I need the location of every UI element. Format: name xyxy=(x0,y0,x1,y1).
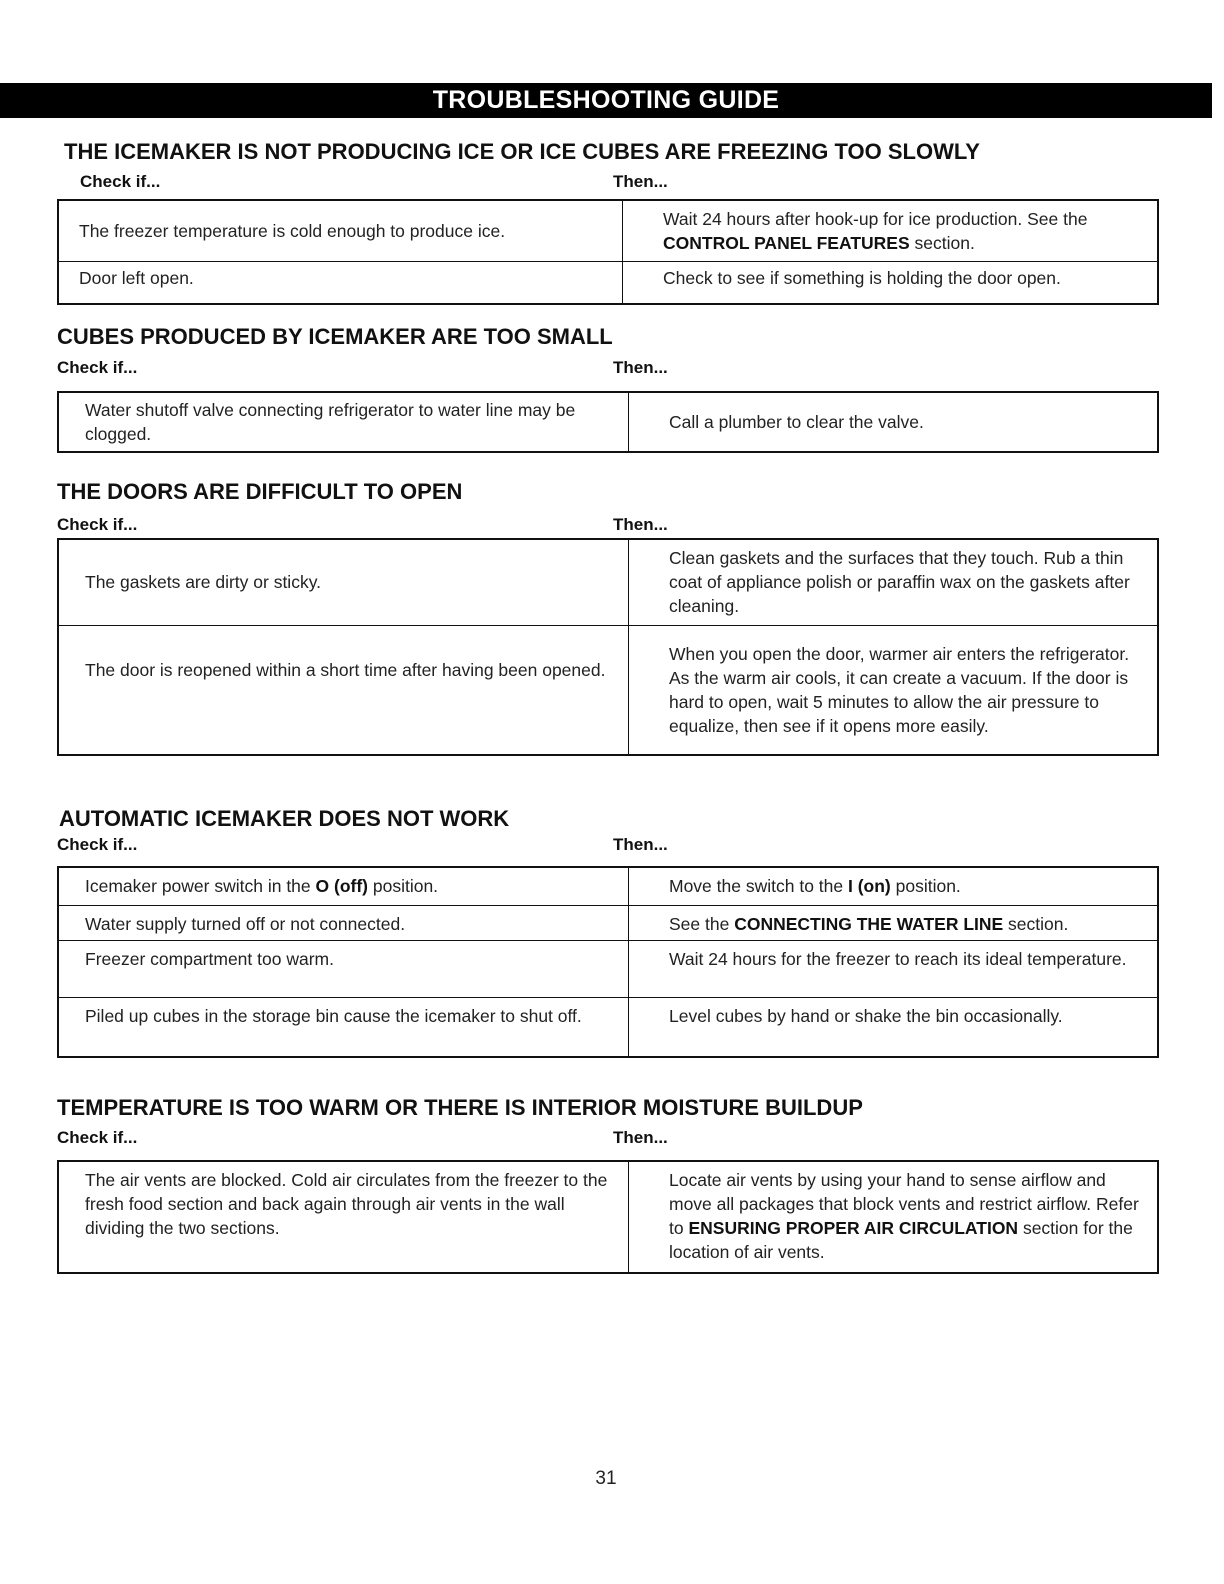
check-cell: Water shutoff valve connecting refrigerator to water line may be clogged. xyxy=(58,392,629,452)
section-5-table xyxy=(57,1160,1159,1274)
table-row xyxy=(58,940,1158,997)
then-cell: See the CONNECTING THE WATER LINE section. xyxy=(629,905,1159,940)
section-3-check-header: Check if... xyxy=(57,515,138,534)
section-2-check-header: Check if... xyxy=(57,358,138,377)
page-number: 31 xyxy=(595,1468,617,1489)
table-row xyxy=(58,905,1158,940)
section-3-then-header: Then... xyxy=(613,515,668,534)
then-cell: Check to see if something is holding the door open. xyxy=(623,261,1159,304)
check-cell: The freezer temperature is cold enough to produce ice. xyxy=(58,200,623,261)
check-cell: Water supply turned off or not connected. xyxy=(58,905,629,940)
section-4-check-header: Check if... xyxy=(57,835,138,854)
then-cell: Level cubes by hand or shake the bin occasionally. xyxy=(629,997,1159,1057)
section-4-then-header: Then... xyxy=(613,835,668,854)
table-row xyxy=(58,997,1158,1057)
table-row xyxy=(58,867,1158,905)
section-5-heading: TEMPERATURE IS TOO WARM OR THERE IS INTERIOR MOISTURE BUILDUP xyxy=(57,1095,863,1120)
table-row xyxy=(58,1161,1158,1273)
section-1-table xyxy=(57,199,1159,305)
section-4-table xyxy=(57,866,1159,1058)
table-row xyxy=(58,261,1158,304)
check-cell: The door is reopened within a short time after having been opened. xyxy=(58,625,629,755)
section-3-heading: THE DOORS ARE DIFFICULT TO OPEN xyxy=(57,479,463,504)
table-row xyxy=(58,200,1158,261)
section-2-then-header: Then... xyxy=(613,358,668,377)
check-cell: Door left open. xyxy=(58,261,623,304)
then-cell: Move the switch to the I (on) position. xyxy=(629,867,1159,905)
then-cell: Call a plumber to clear the valve. xyxy=(629,392,1159,452)
section-2-table xyxy=(57,391,1159,453)
check-cell: The gaskets are dirty or sticky. xyxy=(58,539,629,625)
section-1-then-header: Then... xyxy=(613,172,668,191)
then-cell: Locate air vents by using your hand to sense airflow and move all packages that block vents and restrict airflow. Refer to ENSURING PROPER AIR CIRCULATION section for the location of air vents. xyxy=(629,1161,1159,1273)
check-cell: Icemaker power switch in the O (off) position. xyxy=(58,867,629,905)
section-5-check-header: Check if... xyxy=(57,1128,138,1147)
page-title: TROUBLESHOOTING GUIDE xyxy=(432,86,780,114)
title-banner xyxy=(0,83,1212,118)
check-cell: Freezer compartment too warm. xyxy=(58,940,629,997)
section-5-then-header: Then... xyxy=(613,1128,668,1147)
section-1-check-header: Check if... xyxy=(80,172,161,191)
table-row xyxy=(58,539,1158,625)
check-cell: The air vents are blocked. Cold air circulates from the freezer to the fresh food section and back again through air vents in the wall dividing the two sections. xyxy=(58,1161,629,1273)
table-row xyxy=(58,392,1158,452)
table-row xyxy=(58,625,1158,755)
then-cell: Wait 24 hours after hook-up for ice production. See the CONTROL PANEL FEATURES section. xyxy=(623,200,1159,261)
check-cell: Piled up cubes in the storage bin cause the icemaker to shut off. xyxy=(58,997,629,1057)
then-cell: Wait 24 hours for the freezer to reach its ideal temperature. xyxy=(629,940,1159,997)
then-cell: When you open the door, warmer air enters the refrigerator. As the warm air cools, it can create a vacuum. If the door is hard to open, wait 5 minutes to allow the air pressure to equalize, then see if it opens more easily. xyxy=(629,625,1159,755)
section-4-heading: AUTOMATIC ICEMAKER DOES NOT WORK xyxy=(59,806,510,831)
section-2-heading: CUBES PRODUCED BY ICEMAKER ARE TOO SMALL xyxy=(57,324,613,349)
section-3-table xyxy=(57,538,1159,756)
then-cell: Clean gaskets and the surfaces that they touch. Rub a thin coat of appliance polish or paraffin wax on the gaskets after cleaning. xyxy=(629,539,1159,625)
section-1-heading: THE ICEMAKER IS NOT PRODUCING ICE OR ICE CUBES ARE FREEZING TOO SLOWLY xyxy=(64,139,980,164)
